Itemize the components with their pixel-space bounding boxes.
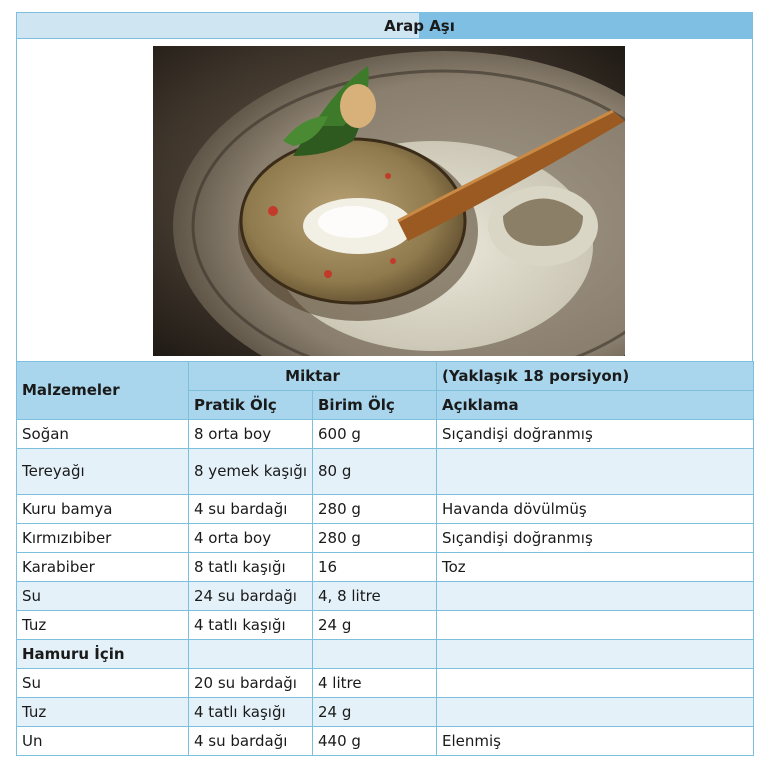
header-amount: Miktar xyxy=(189,362,437,391)
description: Elenmiş xyxy=(437,727,754,756)
description xyxy=(437,611,754,640)
unit-measure: 24 g xyxy=(313,698,437,727)
practical-measure: 24 su bardağı xyxy=(189,582,313,611)
unit-measure xyxy=(313,640,437,669)
practical-measure xyxy=(189,640,313,669)
ingredient-name: Tereyağı xyxy=(17,449,189,495)
unit-measure: 280 g xyxy=(313,495,437,524)
unit-measure: 4 litre xyxy=(313,669,437,698)
table-row xyxy=(17,727,754,756)
header-portion: (Yaklaşık 18 porsiyon) xyxy=(437,362,754,391)
table-row xyxy=(17,495,754,524)
ingredient-name: Su xyxy=(17,582,189,611)
ingredient-name: Kuru bamya xyxy=(17,495,189,524)
ingredient-name: Soğan xyxy=(17,420,189,449)
practical-measure: 8 orta boy xyxy=(189,420,313,449)
header-ingredients: Malzemeler xyxy=(17,362,189,420)
table-row xyxy=(17,582,754,611)
photo-area xyxy=(16,39,753,361)
ingredient-name: Karabiber xyxy=(17,553,189,582)
table-row xyxy=(17,524,754,553)
table-row xyxy=(17,449,754,495)
description xyxy=(437,582,754,611)
title-bar xyxy=(16,12,753,39)
practical-measure: 4 tatlı kaşığı xyxy=(189,698,313,727)
practical-measure: 4 orta boy xyxy=(189,524,313,553)
ingredient-name: Un xyxy=(17,727,189,756)
soup-bowl-photo xyxy=(153,46,625,356)
description: Havanda dövülmüş xyxy=(437,495,754,524)
unit-measure: 440 g xyxy=(313,727,437,756)
description: Toz xyxy=(437,553,754,582)
header-description: Açıklama xyxy=(437,391,754,420)
practical-measure: 8 tatlı kaşığı xyxy=(189,553,313,582)
ingredient-name: Tuz xyxy=(17,698,189,727)
table-row xyxy=(17,698,754,727)
practical-measure: 4 tatlı kaşığı xyxy=(189,611,313,640)
description xyxy=(437,449,754,495)
ingredient-name: Su xyxy=(17,669,189,698)
practical-measure: 4 su bardağı xyxy=(189,727,313,756)
unit-measure: 80 g xyxy=(313,449,437,495)
ingredient-name: Tuz xyxy=(17,611,189,640)
description xyxy=(437,669,754,698)
section-heading: Hamuru İçin xyxy=(17,640,189,669)
description: Sıçandişi doğranmış xyxy=(437,420,754,449)
ingredient-name: Kırmızıbiber xyxy=(17,524,189,553)
description xyxy=(437,640,754,669)
table-row xyxy=(17,553,754,582)
header-practical: Pratik Ölç xyxy=(189,391,313,420)
table-row xyxy=(17,611,754,640)
practical-measure: 20 su bardağı xyxy=(189,669,313,698)
table-row xyxy=(17,640,754,669)
header-unit: Birim Ölç xyxy=(313,391,437,420)
ingredients-table xyxy=(16,361,754,756)
practical-measure: 4 su bardağı xyxy=(189,495,313,524)
unit-measure: 4, 8 litre xyxy=(313,582,437,611)
unit-measure: 16 xyxy=(313,553,437,582)
table-row xyxy=(17,420,754,449)
table-row xyxy=(17,669,754,698)
description: Sıçandişi doğranmış xyxy=(437,524,754,553)
unit-measure: 280 g xyxy=(313,524,437,553)
practical-measure: 8 yemek kaşığı xyxy=(189,449,313,495)
description xyxy=(437,698,754,727)
unit-measure: 600 g xyxy=(313,420,437,449)
recipe-title: Arap Aşı xyxy=(384,17,455,35)
recipe-card xyxy=(16,12,753,756)
unit-measure: 24 g xyxy=(313,611,437,640)
